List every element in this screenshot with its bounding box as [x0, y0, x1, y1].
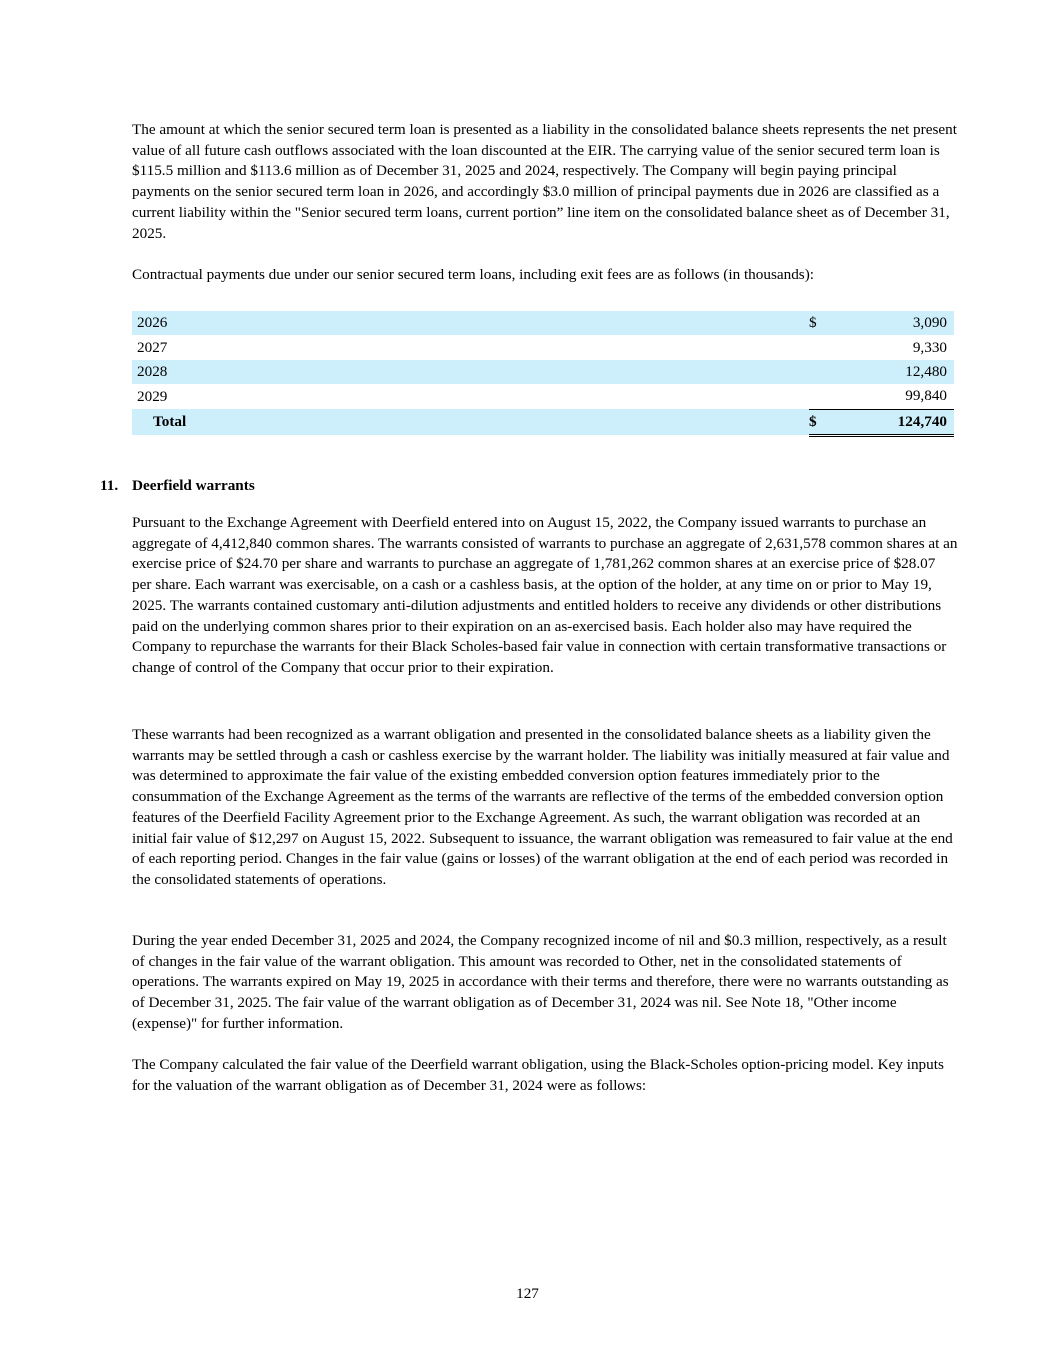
- section-number: 11.: [100, 477, 119, 494]
- warrants-income-paragraph: During the year ended December 31, 2025 and 2024, the Company recognized income of nil and $0.3 million, respectively, as a result of changes in the fair value of the warrant obligation. This amount was recorded to Other, net in the consolidated statements of operations. The warrants expired on May 19, 2025 in accordance with their terms and therefore, there were no warrants outstanding as of December 31, 2025. The fair value of the warrant obligation as of December 31, 2024 was nil. See Note 18, "Other income (expense)" for further information.: [132, 932, 949, 1032]
- currency-cell: [809, 335, 829, 359]
- currency-cell: [809, 384, 829, 409]
- table-row: [132, 335, 954, 359]
- warrants-valuation-paragraph: The Company calculated the fair value of the Deerfield warrant obligation, using the Black-Scholes option-pricing model. Key inputs for the valuation of the warrant obligation as of December 31, 2024 were as follows:: [132, 1056, 944, 1094]
- currency-cell: [809, 360, 829, 384]
- amount-cell: 3,090: [829, 311, 954, 335]
- total-label: Total: [132, 409, 809, 435]
- total-currency: $: [809, 409, 829, 435]
- warrants-issuance-paragraph: Pursuant to the Exchange Agreement with Deerfield entered into on August 15, 2022, the Company issued warrants to purchase an aggregate of 4,412,840 common shares. The warrants consisted of warrants to purchase an aggregate of 2,631,578 common shares at an exercise price of $24.70 per share and warrants to purchase an aggregate of 1,781,262 common shares at an exercise price of $28.07 per share. Each warrant was exercisable, on a cash or a cashless basis, at the option of the holder, at any time on or prior to May 19, 2025. The warrants contained customary anti-dilution adjustments and entitled holders to receive any dividends or other distributions paid on the underlying common shares prior to their expiration on an as-exercised basis. Each holder also may have required the Company to repurchase the warrants for their Black Scholes-based fair value in connection with certain transformative transactions or change of control of the Company that occur prior to their expiration.: [132, 514, 958, 676]
- year-cell: 2029: [137, 387, 168, 405]
- total-row: [132, 409, 954, 435]
- section-title: Deerfield warrants: [132, 477, 255, 494]
- amount-cell: 99,840: [829, 384, 954, 409]
- warrants-obligation-paragraph: These warrants had been recognized as a warrant obligation and presented in the consolidated balance sheets as a liability given the warrants may be settled through a cash or cashless exercise by the warrant holder. The liability was initially measured at fair value and was determined to approximate the fair value of the existing embedded conversion option features immediately prior to the consummation of the Exchange Agreement as the terms of the warrants are reflective of the terms of the embedded conversion option features of the Deerfield Facility Agreement prior to the Exchange Agreement. As such, the warrant obligation was recorded at an initial fair value of $12,297 on August 15, 2022. Subsequent to issuance, the warrant obligation was remeasured to fair value at the end of each reporting period. Changes in the fair value (gains or losses) of the warrant obligation at the end of each period was recorded in the consolidated statements of operations.: [132, 726, 953, 888]
- year-cell: 2028: [132, 360, 809, 384]
- currency-cell: $: [809, 311, 829, 335]
- loan-carrying-value-paragraph: The amount at which the senior secured term loan is presented as a liability in the consolidated balance sheets represents the net present value of all future cash outflows associated with the loan discounted at the EIR. The carrying value of the senior secured term loan is $115.5 million and $113.6 million as of December 31, 2025 and 2024, respectively. The Company will begin paying principal payments on the senior secured term loan in 2026, and accordingly $3.0 million of principal payments due in 2026 are classified as a current liability within the "Senior secured term loans, current portion” line item on the consolidated balance sheet as of December 31, 2025.: [132, 121, 957, 242]
- amount-cell: 9,330: [912, 338, 947, 356]
- page-number: 127: [516, 1285, 539, 1302]
- year-cell: 2027: [137, 338, 168, 356]
- table-row: [132, 311, 954, 335]
- year-cell: 2026: [132, 311, 809, 335]
- total-amount: 124,740: [829, 409, 954, 435]
- contractual-payments-intro: Contractual payments due under our senior secured term loans, including exit fees are as follows (in thousands):: [132, 266, 814, 283]
- table-row: [132, 360, 954, 384]
- amount-cell: 12,480: [829, 360, 954, 384]
- section-heading: [100, 476, 255, 496]
- contractual-payments-table: [132, 311, 954, 437]
- table-row: [132, 384, 954, 409]
